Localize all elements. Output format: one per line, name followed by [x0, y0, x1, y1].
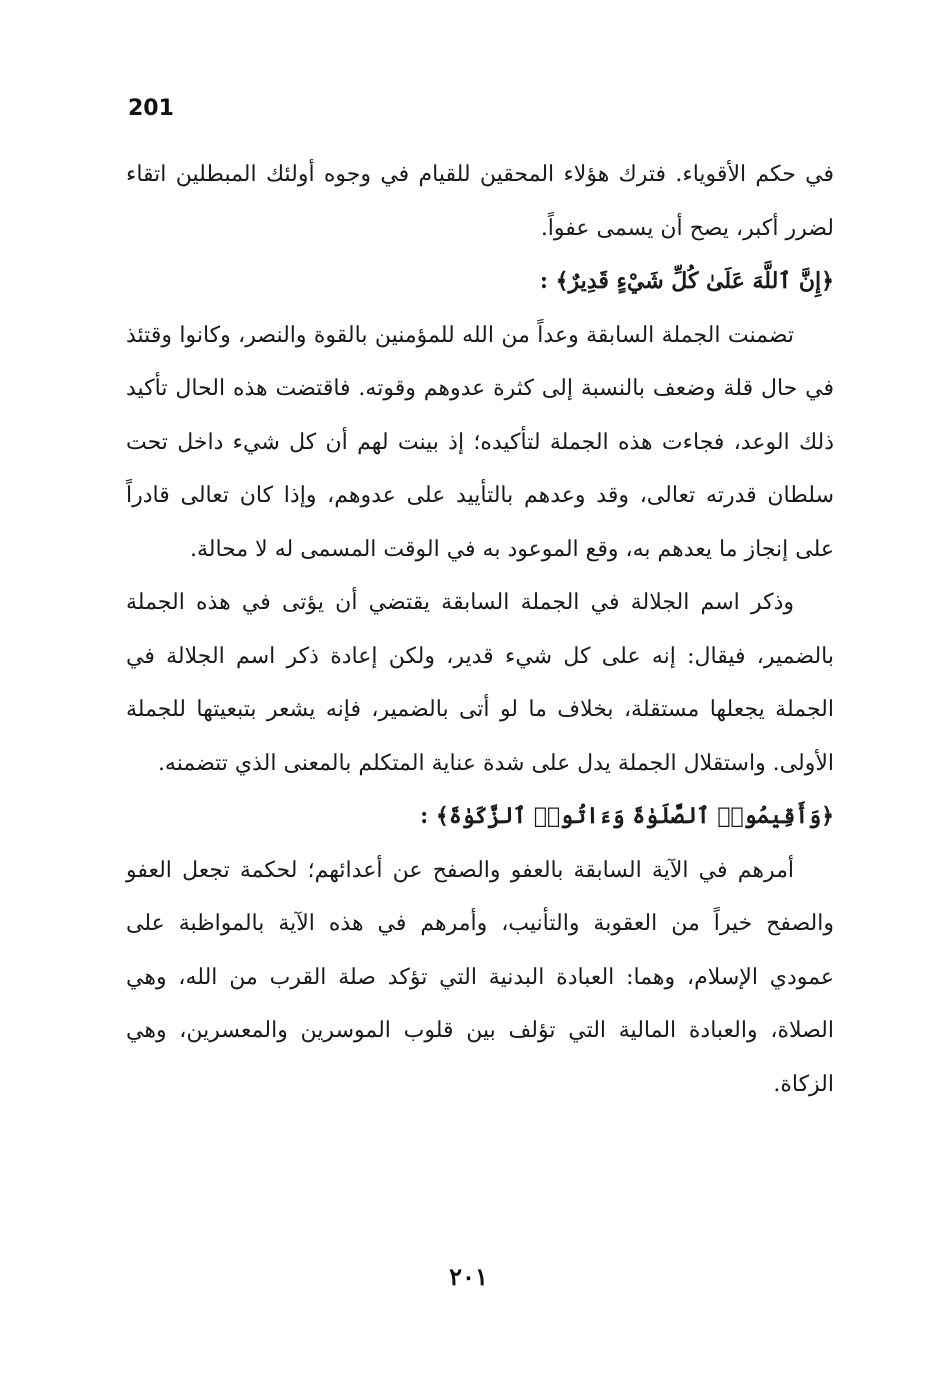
verse-heading-1: ﴿إِنَّ ٱللَّهَ عَلَىٰ كُلِّ شَيْءٍ قَدِيرٌ﴾ : [539, 268, 834, 294]
paragraph-2: تضمنت الجملة السابقة وعداً من الله للمؤمنين بالقوة والنصر، وكانوا وقتئذ في حال قلة وضعف بالنسبة إلى كثرة عدوهم وقوته. فاقتضت هذه الحال تأكيد ذلك الوعد، فجاءت هذه الجملة لتأكيده؛ إذ بينت لهم أن كل شيء داخل تحت سلطان قدرته تعالى، وقد وعدهم بالتأييد على عدوهم، وإذا كان تعالى قادراً على إنجاز ما يعدهم به، وقع الموعود به في الوقت المسمى له لا محالة. [126, 322, 834, 562]
verse-heading-2: ﴿وَأَقِيمُوا۟ ٱلصَّلَوٰةَ وَءَاتُوا۟ ٱلزَّكَوٰةَ﴾ : [420, 803, 834, 829]
paragraph-1: في حكم الأقوياء. فترك هؤلاء المحقين للقيام في وجوه أولئك المبطلين اتقاء لضرر أكبر، يصح أن يسمى عفواً. [126, 162, 834, 241]
page-body [126, 148, 834, 1111]
paragraph-3: وذكر اسم الجلالة في الجملة السابقة يقتضي أن يؤتى في هذه الجملة بالضمير، فيقال: إنه على كل شيء قدير، ولكن إعادة ذكر اسم الجلالة في الجملة يجعلها مستقلة، بخلاف ما لو أتى بالضمير، فإنه يشعر بتبعيتها للجملة الأولى. واستقلال الجملة يدل على شدة عناية المتكلم بالمعنى الذي تتضمنه. [126, 590, 834, 776]
paragraph-4: أمرهم في الآية السابقة بالعفو والصفح عن أعدائهم؛ لحكمة تجعل العفو والصفح خيراً من العقوبة والتأنيب، وأمرهم في هذه الآية بالمواظبة على عمودي الإسلام، وهما: العبادة البدنية التي تؤكد صلة القرب من الله، وهي الصلاة، والعبادة المالية التي تؤلف بين قلوب الموسرين والمعسرين، وهي الزكاة. [126, 857, 834, 1097]
page-number-latin: 201 [128, 96, 174, 121]
page-number-arabic: ٢٠١ [449, 1262, 488, 1291]
